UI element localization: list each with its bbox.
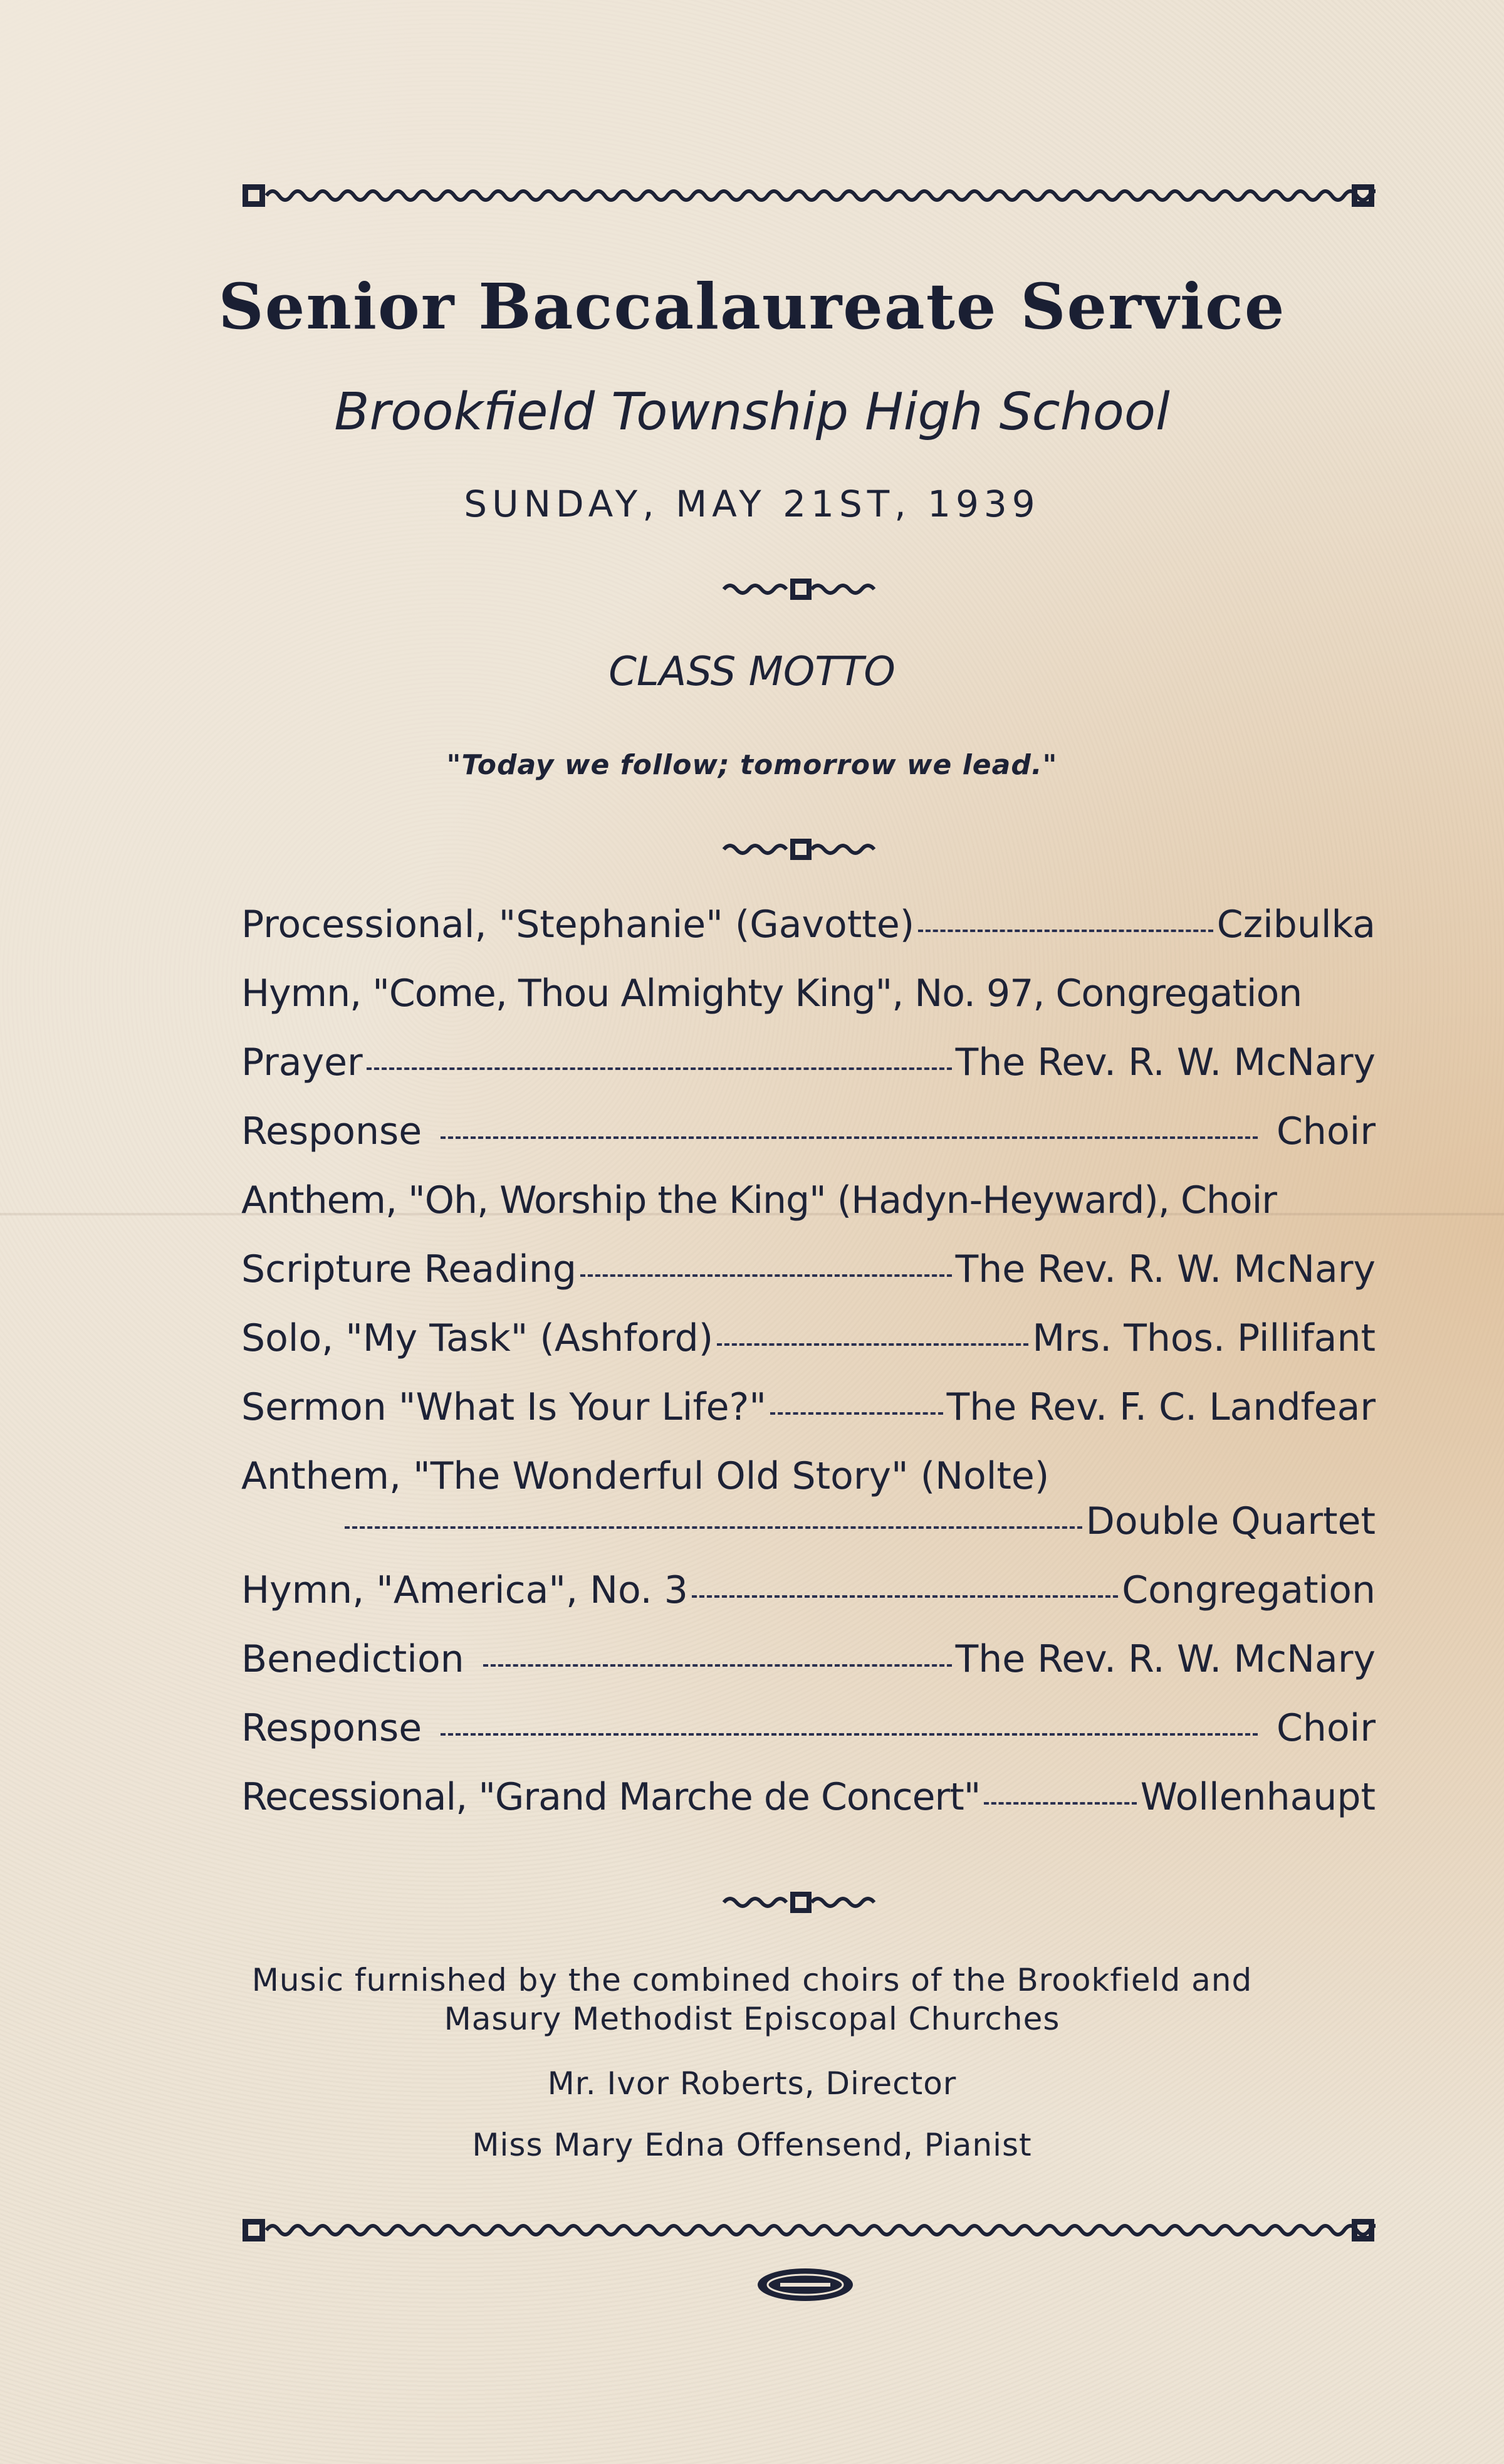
program-item — [241, 1247, 1376, 1316]
bottom-border-rule — [241, 2211, 1376, 2249]
program-item-title: Benediction — [241, 1637, 464, 1681]
wavy-rule-icon — [241, 177, 1376, 214]
program-item — [241, 903, 1376, 972]
music-credits-line-2: Masury Methodist Episcopal Churches — [444, 2001, 1060, 2037]
leader-dots — [483, 1664, 952, 1667]
program-item — [241, 1775, 1376, 1844]
program-item — [241, 1637, 1376, 1706]
program-item — [241, 1316, 1376, 1385]
program-item — [241, 1499, 1376, 1568]
program-item-title: Solo, "My Task" (Ashford) — [241, 1316, 714, 1360]
motto-text: "Today we follow; tomorrow we lead." — [446, 749, 1058, 781]
program-item-title: Processional, "Stephanie" (Gavotte) — [241, 903, 915, 946]
program-item — [241, 972, 1376, 1041]
wavy-rule-icon — [241, 2211, 1376, 2249]
leader-dots — [345, 1526, 1082, 1529]
leader-dots — [441, 1733, 1258, 1736]
program-item — [241, 1706, 1376, 1775]
music-credits-line-1: Music furnished by the combined choirs of the Brookfield and — [251, 1962, 1253, 1998]
program-item-title: Hymn, "Come, Thou Almighty King", No. 97, Congregation — [241, 972, 1302, 1015]
program-item — [241, 1568, 1376, 1637]
program-item-title: Prayer — [241, 1041, 363, 1084]
program-item-title: Scripture Reading — [241, 1247, 577, 1291]
program-item-title: Anthem, "Oh, Worship the King" (Hadyn-Heyward), Choir — [241, 1178, 1277, 1222]
program-item-title: Response — [241, 1109, 422, 1153]
leader-dots — [984, 1802, 1136, 1805]
program-item-title: Sermon "What Is Your Life?" — [241, 1385, 766, 1429]
pianist-credit: Miss Mary Edna Offensend, Pianist — [472, 2127, 1032, 2163]
program-item-performer: Double Quartet — [1085, 1499, 1376, 1543]
program-item-title: Recessional, "Grand Marche de Concert" — [241, 1775, 981, 1819]
leader-dots — [770, 1412, 943, 1415]
program-item — [241, 1454, 1376, 1499]
program-item-performer: Choir — [1277, 1109, 1376, 1153]
program-item — [241, 1109, 1376, 1178]
program-item-title: Response — [241, 1706, 422, 1750]
leader-dots — [692, 1595, 1118, 1598]
program-item — [241, 1178, 1376, 1247]
ornament-divider-icon — [718, 834, 893, 865]
program-item-performer: Choir — [1277, 1706, 1376, 1750]
program-item — [241, 1041, 1376, 1109]
motto-heading: CLASS MOTTO — [608, 649, 896, 695]
program-item-performer: The Rev. F. C. Landfear — [946, 1385, 1376, 1429]
service-date: SUNDAY, MAY 21ST, 1939 — [464, 483, 1040, 525]
leader-dots — [367, 1067, 952, 1070]
program-item-performer: The Rev. R. W. McNary — [955, 1247, 1376, 1291]
program-item-title: Anthem, "The Wonderful Old Story" (Nolte) — [241, 1454, 1050, 1498]
ornament-divider-icon — [718, 1887, 893, 1918]
program-list — [241, 903, 1376, 1844]
ornament-divider-icon — [718, 574, 893, 605]
leader-dots — [580, 1274, 952, 1277]
leader-dots — [717, 1343, 1028, 1346]
program-item-performer: The Rev. R. W. McNary — [955, 1637, 1376, 1681]
program-item-performer: Czibulka — [1216, 903, 1376, 946]
school-name: Brookfield Township High School — [334, 382, 1170, 442]
program-item-performer: Mrs. Thos. Pillifant — [1032, 1316, 1376, 1360]
program-item — [241, 1385, 1376, 1454]
program-item-performer: Congregation — [1122, 1568, 1376, 1612]
union-label-icon — [755, 2266, 855, 2304]
program-item-performer: The Rev. R. W. McNary — [955, 1041, 1376, 1084]
service-title: Senior Baccalaureate Service — [218, 270, 1286, 343]
program-item-title: Hymn, "America", No. 3 — [241, 1568, 688, 1612]
top-border-rule — [241, 177, 1376, 214]
director-credit: Mr. Ivor Roberts, Director — [547, 2065, 957, 2102]
leader-dots — [918, 930, 1213, 932]
leader-dots — [441, 1136, 1258, 1139]
program-item-performer: Wollenhaupt — [1140, 1775, 1376, 1819]
